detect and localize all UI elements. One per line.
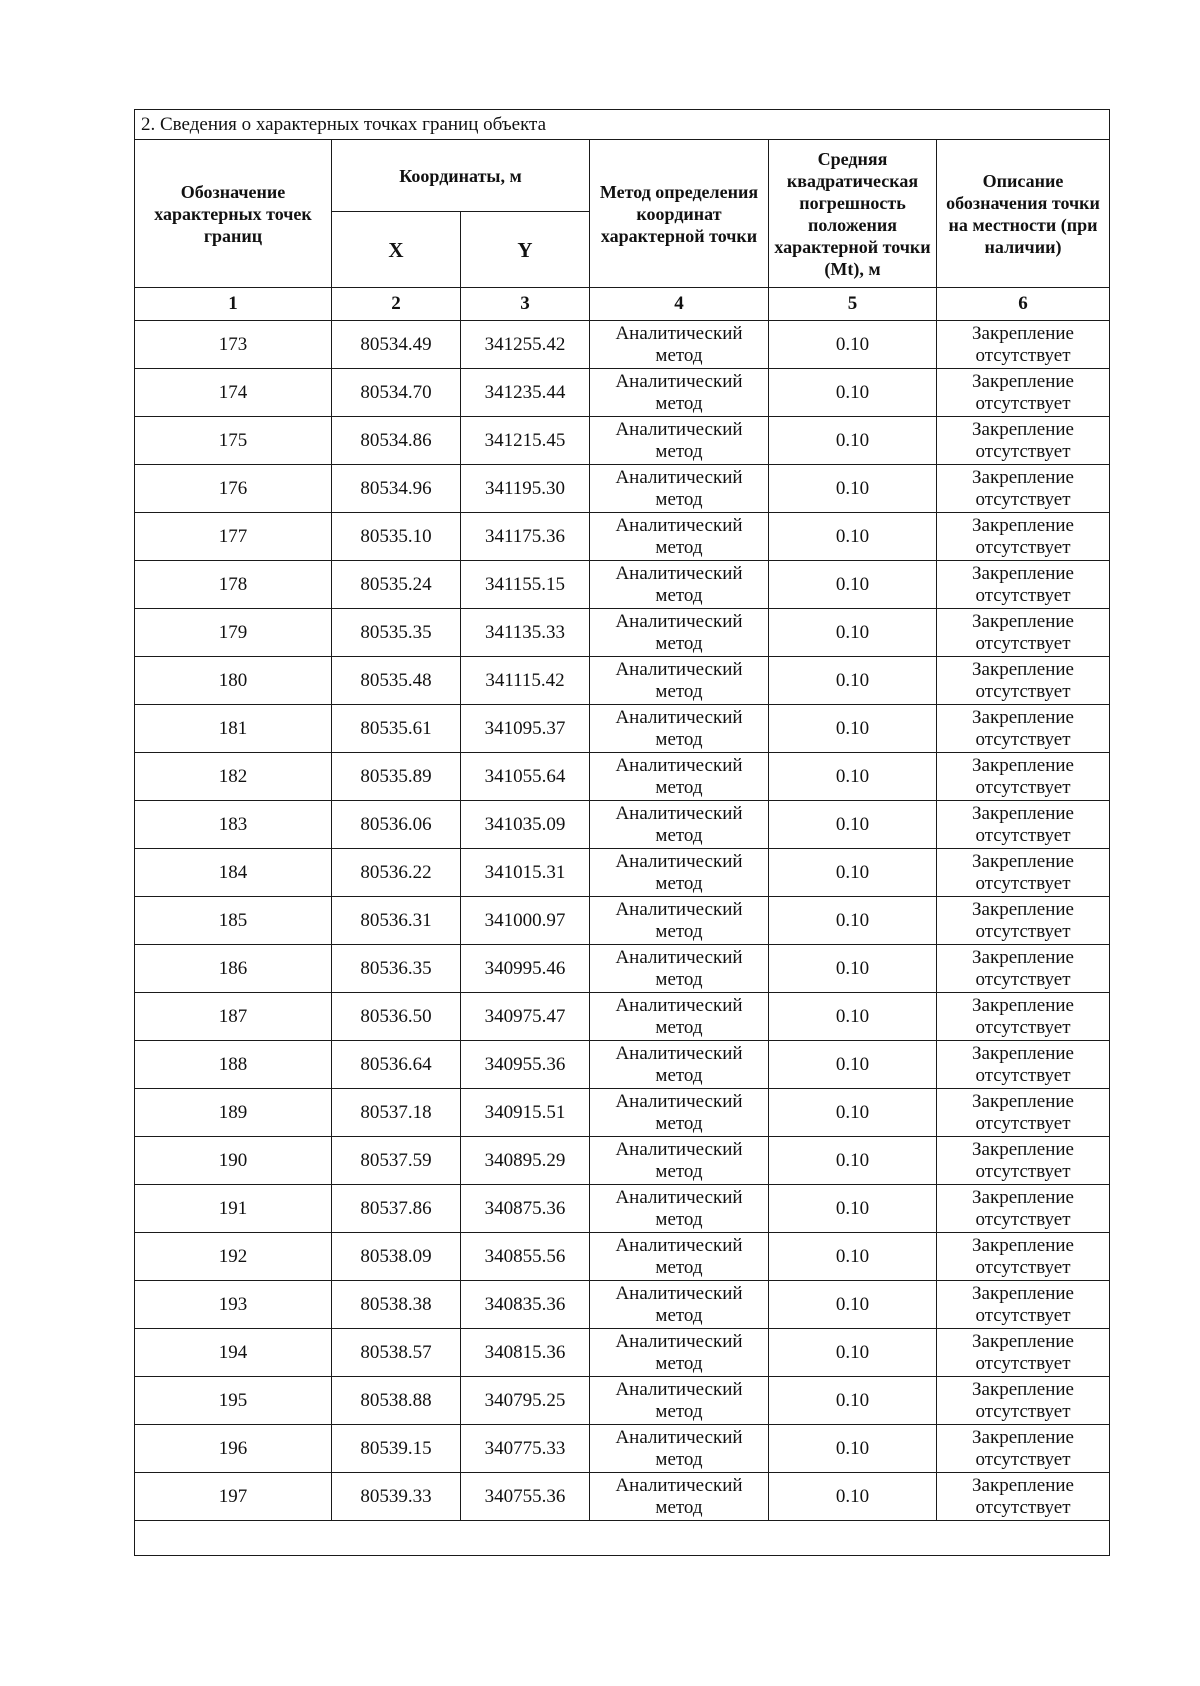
description-cell: Закрепление отсутствует (937, 609, 1110, 657)
method-cell: Аналитический метод (590, 1425, 769, 1473)
header-designation: Обозначение характерных точек границ (135, 140, 332, 288)
point-number-cell: 179 (135, 609, 332, 657)
mt-error-cell: 0.10 (769, 561, 937, 609)
x-coordinate-cell: 80534.70 (332, 369, 461, 417)
method-cell: Аналитический метод (590, 1329, 769, 1377)
column-number: 3 (461, 288, 590, 321)
y-coordinate-cell: 341195.30 (461, 465, 590, 513)
mt-error-cell: 0.10 (769, 417, 937, 465)
y-coordinate-cell: 340775.33 (461, 1425, 590, 1473)
mt-error-cell: 0.10 (769, 705, 937, 753)
point-number-cell: 178 (135, 561, 332, 609)
x-coordinate-cell: 80538.88 (332, 1377, 461, 1425)
description-cell: Закрепление отсутствует (937, 1473, 1110, 1521)
x-coordinate-cell: 80535.24 (332, 561, 461, 609)
table-row (135, 1089, 1110, 1137)
point-number-cell: 193 (135, 1281, 332, 1329)
description-cell: Закрепление отсутствует (937, 1329, 1110, 1377)
header-y: Y (461, 212, 590, 288)
table-row (135, 1281, 1110, 1329)
table-row (135, 897, 1110, 945)
y-coordinate-cell: 340855.56 (461, 1233, 590, 1281)
x-coordinate-cell: 80539.15 (332, 1425, 461, 1473)
method-cell: Аналитический метод (590, 321, 769, 369)
mt-error-cell: 0.10 (769, 465, 937, 513)
mt-error-cell: 0.10 (769, 897, 937, 945)
method-cell: Аналитический метод (590, 801, 769, 849)
table-row (135, 1185, 1110, 1233)
point-number-cell: 194 (135, 1329, 332, 1377)
method-cell: Аналитический метод (590, 1089, 769, 1137)
mt-error-cell: 0.10 (769, 321, 937, 369)
point-number-cell: 187 (135, 993, 332, 1041)
description-cell: Закрепление отсутствует (937, 1041, 1110, 1089)
y-coordinate-cell: 340835.36 (461, 1281, 590, 1329)
y-coordinate-cell: 341135.33 (461, 609, 590, 657)
method-cell: Аналитический метод (590, 609, 769, 657)
point-number-cell: 190 (135, 1137, 332, 1185)
table-row (135, 801, 1110, 849)
method-cell: Аналитический метод (590, 753, 769, 801)
y-coordinate-cell: 341015.31 (461, 849, 590, 897)
description-cell: Закрепление отсутствует (937, 1377, 1110, 1425)
mt-error-cell: 0.10 (769, 993, 937, 1041)
method-cell: Аналитический метод (590, 513, 769, 561)
method-cell: Аналитический метод (590, 1041, 769, 1089)
mt-error-cell: 0.10 (769, 1473, 937, 1521)
column-number: 4 (590, 288, 769, 321)
column-number: 1 (135, 288, 332, 321)
table-row (135, 465, 1110, 513)
x-coordinate-cell: 80538.57 (332, 1329, 461, 1377)
table-row (135, 945, 1110, 993)
method-cell: Аналитический метод (590, 705, 769, 753)
mt-error-cell: 0.10 (769, 1137, 937, 1185)
table-row (135, 417, 1110, 465)
y-coordinate-cell: 340895.29 (461, 1137, 590, 1185)
header-error: Средняя квадратическая погрешность положения характерной точки (Mt), м (769, 140, 937, 288)
description-cell: Закрепление отсутствует (937, 897, 1110, 945)
section-title: 2. Сведения о характерных точках границ объекта (135, 110, 1110, 140)
point-number-cell: 188 (135, 1041, 332, 1089)
point-number-cell: 196 (135, 1425, 332, 1473)
y-coordinate-cell: 341095.37 (461, 705, 590, 753)
table-row (135, 321, 1110, 369)
table-row (135, 369, 1110, 417)
x-coordinate-cell: 80535.10 (332, 513, 461, 561)
table-row (135, 1329, 1110, 1377)
point-number-cell: 185 (135, 897, 332, 945)
x-coordinate-cell: 80538.38 (332, 1281, 461, 1329)
mt-error-cell: 0.10 (769, 753, 937, 801)
mt-error-cell: 0.10 (769, 1281, 937, 1329)
table-row (135, 705, 1110, 753)
method-cell: Аналитический метод (590, 897, 769, 945)
description-cell: Закрепление отсутствует (937, 657, 1110, 705)
header-x: X (332, 212, 461, 288)
table-row (135, 1473, 1110, 1521)
y-coordinate-cell: 341255.42 (461, 321, 590, 369)
point-number-cell: 197 (135, 1473, 332, 1521)
table-row (135, 993, 1110, 1041)
mt-error-cell: 0.10 (769, 513, 937, 561)
x-coordinate-cell: 80535.61 (332, 705, 461, 753)
x-coordinate-cell: 80536.06 (332, 801, 461, 849)
y-coordinate-cell: 341155.15 (461, 561, 590, 609)
point-number-cell: 192 (135, 1233, 332, 1281)
description-cell: Закрепление отсутствует (937, 1137, 1110, 1185)
y-coordinate-cell: 340815.36 (461, 1329, 590, 1377)
x-coordinate-cell: 80536.50 (332, 993, 461, 1041)
table-row (135, 1137, 1110, 1185)
header-description: Описание обозначения точки на местности (при наличии) (937, 140, 1110, 288)
mt-error-cell: 0.10 (769, 1377, 937, 1425)
method-cell: Аналитический метод (590, 1185, 769, 1233)
table-row (135, 561, 1110, 609)
mt-error-cell: 0.10 (769, 945, 937, 993)
point-number-cell: 182 (135, 753, 332, 801)
column-number: 6 (937, 288, 1110, 321)
x-coordinate-cell: 80535.35 (332, 609, 461, 657)
table-row (135, 1425, 1110, 1473)
method-cell: Аналитический метод (590, 1473, 769, 1521)
method-cell: Аналитический метод (590, 561, 769, 609)
point-number-cell: 181 (135, 705, 332, 753)
mt-error-cell: 0.10 (769, 369, 937, 417)
description-cell: Закрепление отсутствует (937, 1425, 1110, 1473)
x-coordinate-cell: 80535.48 (332, 657, 461, 705)
table-row (135, 1041, 1110, 1089)
mt-error-cell: 0.10 (769, 1233, 937, 1281)
boundary-points-table (134, 109, 1110, 1556)
table-row (135, 1377, 1110, 1425)
mt-error-cell: 0.10 (769, 1089, 937, 1137)
mt-error-cell: 0.10 (769, 657, 937, 705)
description-cell: Закрепление отсутствует (937, 945, 1110, 993)
mt-error-cell: 0.10 (769, 1425, 937, 1473)
method-cell: Аналитический метод (590, 417, 769, 465)
x-coordinate-cell: 80536.64 (332, 1041, 461, 1089)
table-row (135, 609, 1110, 657)
description-cell: Закрепление отсутствует (937, 417, 1110, 465)
y-coordinate-cell: 340955.36 (461, 1041, 590, 1089)
description-cell: Закрепление отсутствует (937, 465, 1110, 513)
y-coordinate-cell: 341175.36 (461, 513, 590, 561)
x-coordinate-cell: 80537.86 (332, 1185, 461, 1233)
point-number-cell: 186 (135, 945, 332, 993)
y-coordinate-cell: 341215.45 (461, 417, 590, 465)
description-cell: Закрепление отсутствует (937, 993, 1110, 1041)
method-cell: Аналитический метод (590, 1377, 769, 1425)
y-coordinate-cell: 341115.42 (461, 657, 590, 705)
point-number-cell: 176 (135, 465, 332, 513)
x-coordinate-cell: 80537.18 (332, 1089, 461, 1137)
column-numbers-row (135, 288, 1110, 321)
description-cell: Закрепление отсутствует (937, 1185, 1110, 1233)
y-coordinate-cell: 340795.25 (461, 1377, 590, 1425)
method-cell: Аналитический метод (590, 1233, 769, 1281)
x-coordinate-cell: 80534.49 (332, 321, 461, 369)
y-coordinate-cell: 340915.51 (461, 1089, 590, 1137)
table-row (135, 753, 1110, 801)
y-coordinate-cell: 340755.36 (461, 1473, 590, 1521)
description-cell: Закрепление отсутствует (937, 561, 1110, 609)
header-coordinates: Координаты, м (332, 140, 590, 212)
description-cell: Закрепление отсутствует (937, 513, 1110, 561)
method-cell: Аналитический метод (590, 369, 769, 417)
point-number-cell: 175 (135, 417, 332, 465)
table-row (135, 1233, 1110, 1281)
mt-error-cell: 0.10 (769, 1185, 937, 1233)
mt-error-cell: 0.10 (769, 849, 937, 897)
method-cell: Аналитический метод (590, 993, 769, 1041)
y-coordinate-cell: 341000.97 (461, 897, 590, 945)
x-coordinate-cell: 80534.96 (332, 465, 461, 513)
x-coordinate-cell: 80539.33 (332, 1473, 461, 1521)
mt-error-cell: 0.10 (769, 801, 937, 849)
x-coordinate-cell: 80536.35 (332, 945, 461, 993)
x-coordinate-cell: 80536.31 (332, 897, 461, 945)
description-cell: Закрепление отсутствует (937, 801, 1110, 849)
mt-error-cell: 0.10 (769, 1329, 937, 1377)
method-cell: Аналитический метод (590, 465, 769, 513)
description-cell: Закрепление отсутствует (937, 369, 1110, 417)
description-cell: Закрепление отсутствует (937, 753, 1110, 801)
empty-footer-row (135, 1521, 1110, 1556)
table-row (135, 849, 1110, 897)
mt-error-cell: 0.10 (769, 1041, 937, 1089)
method-cell: Аналитический метод (590, 849, 769, 897)
point-number-cell: 177 (135, 513, 332, 561)
y-coordinate-cell: 340875.36 (461, 1185, 590, 1233)
method-cell: Аналитический метод (590, 1137, 769, 1185)
description-cell: Закрепление отсутствует (937, 1281, 1110, 1329)
method-cell: Аналитический метод (590, 1281, 769, 1329)
column-number: 2 (332, 288, 461, 321)
description-cell: Закрепление отсутствует (937, 321, 1110, 369)
description-cell: Закрепление отсутствует (937, 849, 1110, 897)
method-cell: Аналитический метод (590, 945, 769, 993)
y-coordinate-cell: 340975.47 (461, 993, 590, 1041)
x-coordinate-cell: 80534.86 (332, 417, 461, 465)
x-coordinate-cell: 80535.89 (332, 753, 461, 801)
point-number-cell: 183 (135, 801, 332, 849)
description-cell: Закрепление отсутствует (937, 1233, 1110, 1281)
point-number-cell: 189 (135, 1089, 332, 1137)
point-number-cell: 174 (135, 369, 332, 417)
point-number-cell: 191 (135, 1185, 332, 1233)
x-coordinate-cell: 80536.22 (332, 849, 461, 897)
table-row (135, 513, 1110, 561)
empty-footer-cell (135, 1521, 1110, 1556)
mt-error-cell: 0.10 (769, 609, 937, 657)
method-cell: Аналитический метод (590, 657, 769, 705)
x-coordinate-cell: 80537.59 (332, 1137, 461, 1185)
description-cell: Закрепление отсутствует (937, 705, 1110, 753)
column-number: 5 (769, 288, 937, 321)
point-number-cell: 173 (135, 321, 332, 369)
point-number-cell: 195 (135, 1377, 332, 1425)
description-cell: Закрепление отсутствует (937, 1089, 1110, 1137)
table-row (135, 657, 1110, 705)
y-coordinate-cell: 341035.09 (461, 801, 590, 849)
y-coordinate-cell: 341235.44 (461, 369, 590, 417)
point-number-cell: 180 (135, 657, 332, 705)
y-coordinate-cell: 340995.46 (461, 945, 590, 993)
y-coordinate-cell: 341055.64 (461, 753, 590, 801)
x-coordinate-cell: 80538.09 (332, 1233, 461, 1281)
point-number-cell: 184 (135, 849, 332, 897)
header-method: Метод определения координат характерной точки (590, 140, 769, 288)
